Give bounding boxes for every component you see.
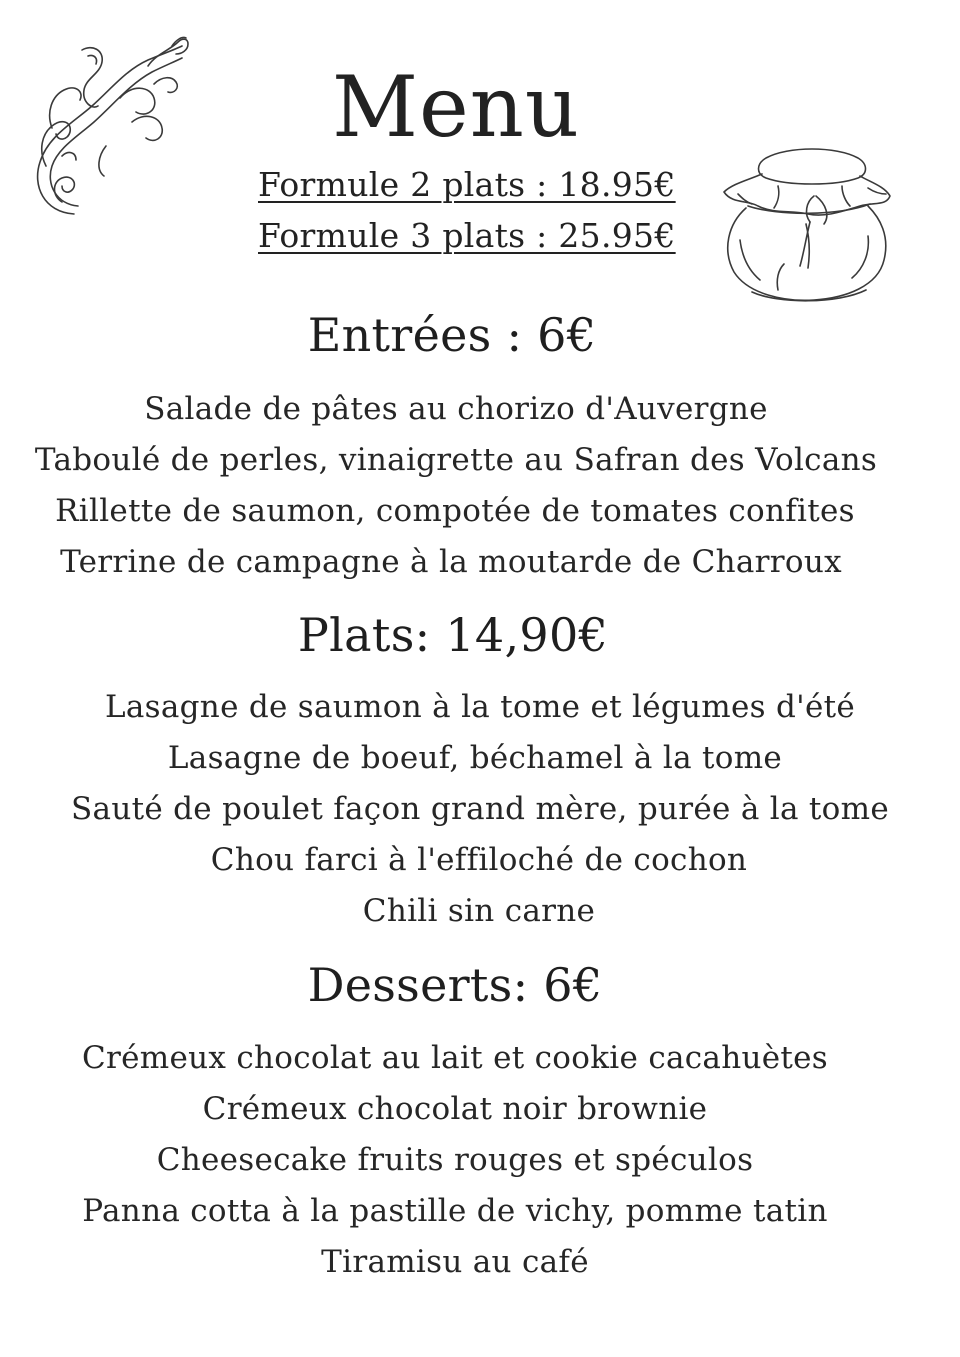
menu-item: Chou farci à l'effiloché de cochon — [210, 842, 748, 878]
jam-jar-icon — [718, 140, 896, 306]
menu-item: Taboulé de perles, vinaigrette au Safran des Volcans — [34, 442, 878, 478]
menu-item: Sauté de poulet façon grand mère, purée à la tome — [71, 791, 889, 827]
menu-item: Terrine de campagne à la moutarde de Charroux — [60, 544, 842, 580]
menu-item: Crémeux chocolat noir brownie — [202, 1091, 708, 1127]
menu-item: Panna cotta à la pastille de vichy, pomme tatin — [82, 1193, 828, 1229]
floral-scroll-icon — [22, 26, 194, 222]
menu-item: Cheesecake fruits rouges et spéculos — [156, 1142, 754, 1178]
formule-3-plats: Formule 3 plats : 25.95€ — [258, 216, 676, 255]
menu-item: Rillette de saumon, compotée de tomates confites — [55, 493, 855, 529]
menu-item: Tiramisu au café — [321, 1244, 589, 1280]
formule-2-plats: Formule 2 plats : 18.95€ — [258, 165, 676, 204]
section-heading-plats: Plats: 14,90€ — [297, 608, 609, 662]
menu-item: Lasagne de saumon à la tome et légumes d'été — [105, 689, 855, 725]
menu-item: Lasagne de boeuf, béchamel à la tome — [167, 740, 783, 776]
menu-item: Crémeux chocolat au lait et cookie cacahuètes — [82, 1040, 828, 1076]
section-heading-desserts: Desserts: 6€ — [307, 958, 603, 1012]
menu-item: Chili sin carne — [362, 893, 596, 929]
menu-title: Menu — [332, 58, 580, 156]
menu-item: Salade de pâtes au chorizo d'Auvergne — [144, 391, 768, 427]
section-heading-entrees: Entrées : 6€ — [307, 308, 597, 362]
